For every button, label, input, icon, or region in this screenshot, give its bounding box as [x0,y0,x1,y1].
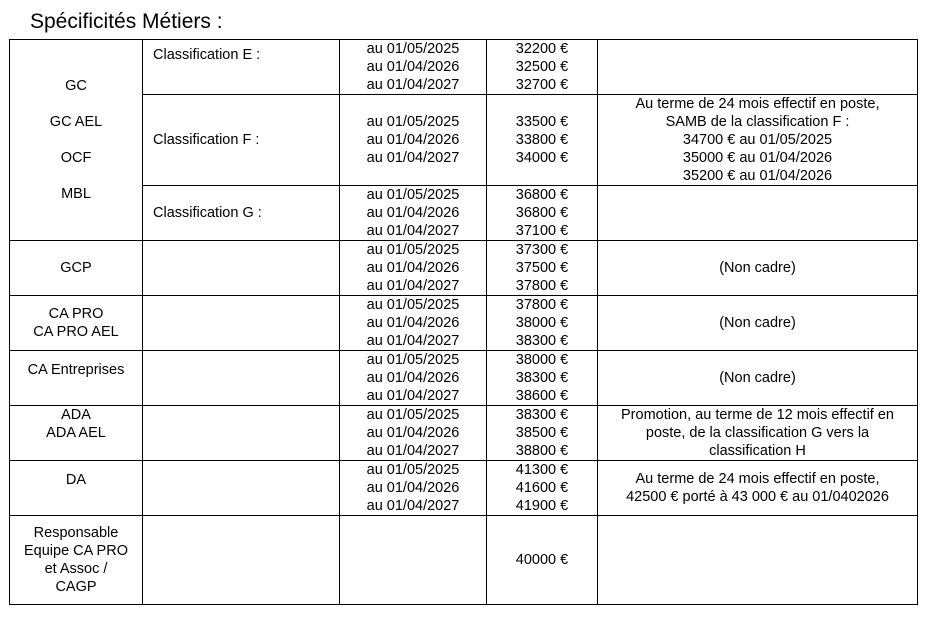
date-value: au 01/04/2027 [366,150,460,166]
amount-value: 37800 € [515,297,569,313]
date-value: au 01/04/2027 [366,388,460,404]
classification-label: Classification F : [153,132,260,148]
amount-value: 32700 € [515,77,569,93]
amount-value: 38000 € [515,315,569,331]
note-line: (Non cadre) [719,315,796,331]
date-value: au 01/04/2026 [366,480,460,496]
classification-cell [143,40,340,95]
date-value: au 01/04/2026 [366,205,460,221]
job-label: Equipe CA PRO [24,543,128,559]
job-cell [10,516,143,605]
date-value: au 01/04/2026 [366,370,460,386]
date-value: au 01/04/2026 [366,132,460,148]
date-value: au 01/04/2026 [366,425,460,441]
table-row [10,40,918,95]
job-label: CA Entreprises [27,362,125,378]
amount-cell [487,241,598,296]
job-cell [10,241,143,296]
date-value: au 01/05/2025 [366,114,460,130]
date-cell [340,241,487,296]
classification-cell [143,186,340,241]
table-row [10,351,918,406]
date-value: au 01/05/2025 [366,352,460,368]
note-line: 42500 € porté à 43 000 € au 01/0402026 [626,489,889,505]
classification-label: Classification G : [153,205,262,221]
amount-value: 41300 € [515,462,569,478]
amount-value: 37800 € [515,278,569,294]
date-value: au 01/05/2025 [366,242,460,258]
note-cell [598,351,918,406]
classification-cell [143,95,340,186]
job-label: GC AEL [49,114,103,130]
job-label: Responsable [33,525,119,541]
note-line: 35200 € au 01/04/2026 [682,168,833,184]
job-label: et Assoc / [44,561,108,577]
date-value: au 01/04/2026 [366,59,460,75]
date-cell [340,186,487,241]
amount-value: 37300 € [515,242,569,258]
classification-cell [143,516,340,605]
amount-value: 32500 € [515,59,569,75]
amount-value: 40000 € [515,552,569,568]
note-line: 34700 € au 01/05/2025 [682,132,833,148]
note-cell [598,406,918,461]
note-line: Promotion, au terme de 12 mois effectif en [621,407,894,423]
note-line: SAMB de la classification F : [665,114,850,130]
note-line: (Non cadre) [719,370,796,386]
job-label: GCP [60,260,92,276]
note-line: (Non cadre) [719,260,796,276]
job-label: ADA AEL [46,425,106,441]
amount-cell [487,351,598,406]
table-row [10,516,918,605]
date-value: au 01/05/2025 [366,407,460,423]
amount-value: 41900 € [515,498,569,514]
amount-value: 34000 € [515,150,569,166]
date-value: au 01/04/2026 [366,315,460,331]
note-cell [598,186,918,241]
job-label: CA PRO AEL [33,324,119,340]
classification-cell [143,461,340,516]
date-value: au 01/04/2027 [366,223,460,239]
amount-cell [487,296,598,351]
note-cell [598,95,918,186]
note-line: poste, de la classification G vers la [645,425,870,441]
amount-cell [487,461,598,516]
date-value: au 01/05/2025 [366,462,460,478]
date-value: au 01/05/2025 [366,187,460,203]
amount-value: 38500 € [515,425,569,441]
date-value: au 01/04/2027 [366,77,460,93]
date-value: au 01/04/2027 [366,278,460,294]
date-value: au 01/04/2027 [366,333,460,349]
date-cell [340,461,487,516]
date-cell [340,406,487,461]
job-label: ADA [61,407,91,423]
date-cell [340,40,487,95]
amount-cell [487,186,598,241]
table-row [10,95,918,186]
date-value: au 01/05/2025 [366,297,460,313]
date-cell [340,516,487,605]
amount-value: 38300 € [515,333,569,349]
job-cell [10,406,143,461]
page-title: Spécificités Métiers : [30,10,223,33]
amount-value: 38600 € [515,388,569,404]
table-row [10,461,918,516]
amount-value: 37500 € [515,260,569,276]
date-cell [340,95,487,186]
amount-value: 33800 € [515,132,569,148]
note-line: classification H [709,443,806,459]
date-value: au 01/04/2026 [366,260,460,276]
table-row [10,406,918,461]
note-cell [598,461,918,516]
date-value: au 01/04/2027 [366,443,460,459]
classification-label: Classification E : [153,47,261,63]
note-cell [598,296,918,351]
amount-value: 36800 € [515,205,569,221]
date-value: au 01/04/2027 [366,498,460,514]
date-cell [340,296,487,351]
amount-value: 37100 € [515,223,569,239]
amount-value: 33500 € [515,114,569,130]
job-cell [10,461,143,516]
job-label: DA [65,472,87,488]
job-cell [10,351,143,406]
job-label: OCF [60,150,92,166]
amount-value: 38300 € [515,370,569,386]
note-line: Au terme de 24 mois effectif en poste, [635,96,880,112]
amount-cell [487,40,598,95]
table-row [10,241,918,296]
note-cell [598,241,918,296]
amount-cell [487,516,598,605]
amount-value: 36800 € [515,187,569,203]
amount-value: 38800 € [515,443,569,459]
date-cell [340,351,487,406]
date-value: au 01/05/2025 [366,41,460,57]
amount-cell [487,406,598,461]
salary-table [9,39,918,605]
job-label: MBL [61,186,91,202]
table-row [10,186,918,241]
amount-value: 38300 € [515,407,569,423]
classification-cell [143,296,340,351]
classification-cell [143,241,340,296]
amount-value: 41600 € [515,480,569,496]
amount-value: 38000 € [515,352,569,368]
job-cell [10,40,143,241]
table-row [10,296,918,351]
classification-cell [143,406,340,461]
note-cell [598,40,918,95]
note-line: Au terme de 24 mois effectif en poste, [635,471,880,487]
note-cell [598,516,918,605]
note-line: 35000 € au 01/04/2026 [682,150,833,166]
amount-value: 32200 € [515,41,569,57]
job-cell [10,296,143,351]
amount-cell [487,95,598,186]
classification-cell [143,351,340,406]
job-label: CAGP [55,579,97,595]
job-label: GC [65,78,87,94]
job-label: CA PRO [48,306,104,322]
